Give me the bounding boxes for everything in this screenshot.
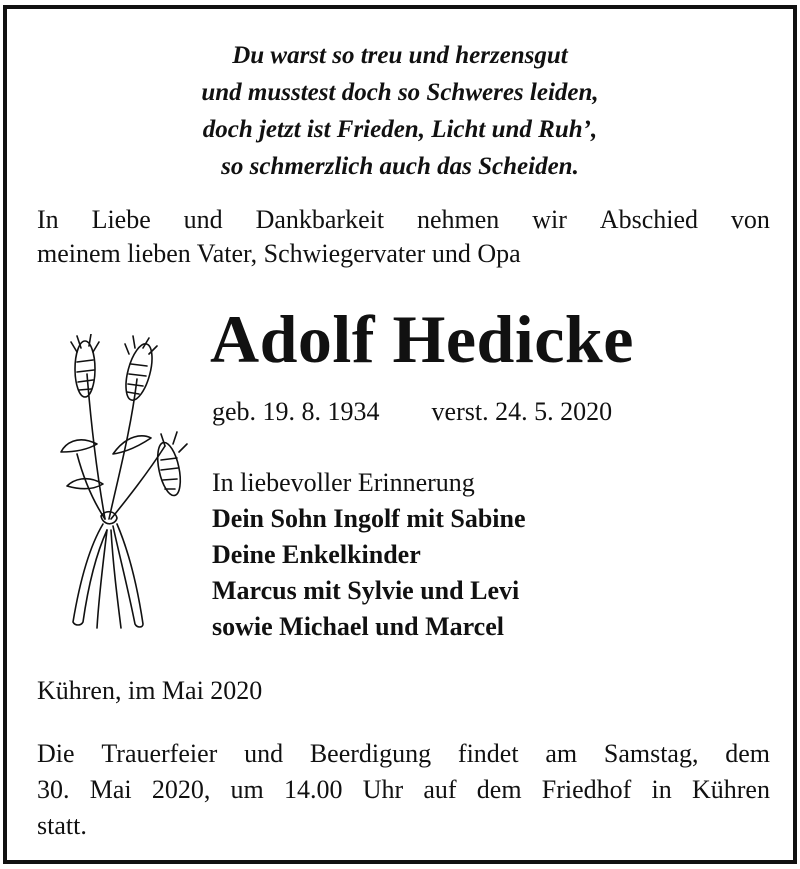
funeral-word: Friedhof (541, 775, 632, 804)
funeral-word: und (244, 739, 284, 768)
funeral-word: Kühren (692, 775, 770, 804)
mourners-intro: In liebevoller Erinnerung (212, 468, 475, 497)
intro-word: nehmen (417, 205, 500, 234)
deceased-name: Adolf Hedicke (210, 301, 634, 377)
poem-line: doch jetzt ist Frieden, Licht und Ruh’, (202, 116, 598, 143)
funeral-word: 14.00 (284, 775, 343, 804)
birth-date: geb. 19. 8. 1934 (212, 397, 380, 426)
mourners-block (212, 465, 526, 645)
wheat-bundle-icon (47, 334, 197, 634)
funeral-word: dem (476, 775, 522, 804)
intro-line-justified (37, 203, 770, 237)
funeral-line: statt. (37, 811, 87, 840)
funeral-word: Beerdigung (309, 739, 432, 768)
funeral-word: 30. (37, 775, 70, 804)
intro-word: Liebe (91, 205, 151, 234)
funeral-line-justified (37, 772, 770, 808)
funeral-word: Die (37, 739, 75, 768)
place-date: Kühren, im Mai 2020 (37, 676, 263, 705)
funeral-word: auf (423, 775, 457, 804)
funeral-line-justified (37, 736, 770, 772)
intro-word: und (183, 205, 223, 234)
intro-word: Dankbarkeit (255, 205, 385, 234)
mourner-line: sowie Michael und Marcel (212, 612, 504, 641)
funeral-word: Samstag, (603, 739, 699, 768)
memorial-poem (7, 37, 793, 185)
intro-word: von (730, 205, 770, 234)
intro-line: meinem lieben Vater, Schwiegervater und Opa (37, 239, 521, 268)
life-dates (212, 396, 612, 428)
funeral-word: 2020, (151, 775, 211, 804)
death-date: verst. 24. 5. 2020 (431, 397, 613, 426)
obituary-card (3, 5, 797, 864)
mourner-line: Marcus mit Sylvie und Levi (212, 576, 520, 605)
intro-text (37, 203, 770, 271)
mourner-line: Deine Enkelkinder (212, 540, 421, 569)
funeral-word: um (230, 775, 264, 804)
funeral-word: findet (457, 739, 519, 768)
poem-line: Du warst so treu und herzensgut (232, 42, 568, 69)
funeral-word: dem (725, 739, 770, 768)
intro-word: Abschied (599, 205, 698, 234)
mourner-line: Dein Sohn Ingolf mit Sabine (212, 504, 526, 533)
poem-line: so schmerzlich auch das Scheiden. (221, 153, 579, 180)
poem-line: und musstest doch so Schweres leiden, (201, 79, 599, 106)
intro-word: In (37, 205, 59, 234)
funeral-word: am (545, 739, 578, 768)
funeral-word: Mai (89, 775, 132, 804)
funeral-word: in (651, 775, 672, 804)
funeral-notice (37, 736, 770, 844)
funeral-word: Trauerfeier (101, 739, 218, 768)
intro-word: wir (532, 205, 567, 234)
funeral-word: Uhr (362, 775, 404, 804)
